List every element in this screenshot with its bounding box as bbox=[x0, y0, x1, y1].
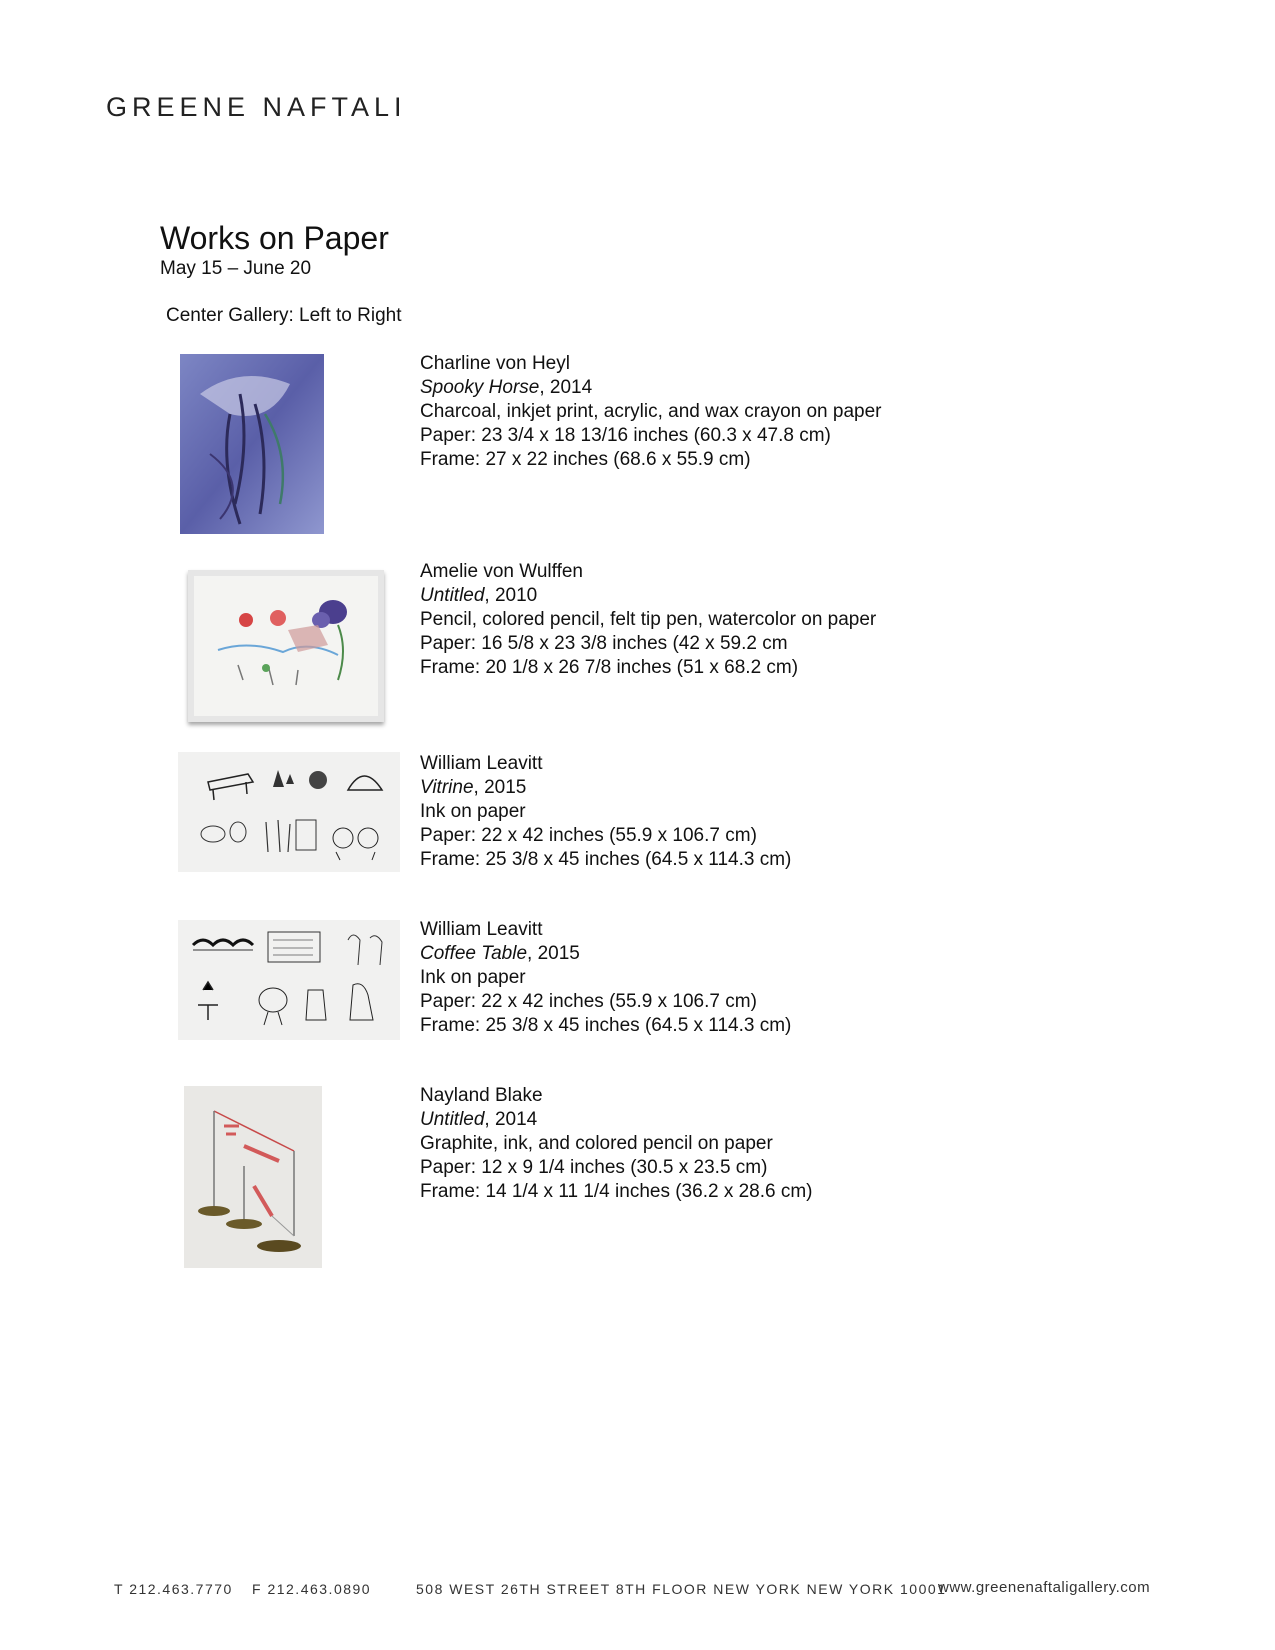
artwork-details bbox=[420, 352, 882, 472]
exhibition-dates: May 15 – June 20 bbox=[160, 258, 312, 279]
artwork-thumbnail bbox=[178, 752, 400, 872]
artwork-medium: Ink on paper bbox=[420, 801, 526, 822]
frame-dimensions: Frame: 25 3/8 x 45 inches (64.5 x 114.3 cm) bbox=[420, 849, 792, 870]
paper-dimensions: Paper: 12 x 9 1/4 inches (30.5 x 23.5 cm) bbox=[420, 1157, 768, 1178]
artwork-title: Spooky Horse bbox=[420, 377, 540, 398]
artist-name: William Leavitt bbox=[420, 919, 543, 940]
artwork-medium: Graphite, ink, and colored pencil on paper bbox=[420, 1133, 773, 1154]
artwork-title: Vitrine bbox=[420, 777, 474, 798]
gallery-section: Center Gallery: Left to Right bbox=[166, 305, 402, 326]
artwork-details bbox=[420, 918, 791, 1038]
artist-name: Charline von Heyl bbox=[420, 353, 570, 374]
artwork-title: Untitled bbox=[420, 1109, 485, 1130]
footer-phone: T 212.463.7770 bbox=[114, 1581, 233, 1597]
paper-dimensions: Paper: 22 x 42 inches (55.9 x 106.7 cm) bbox=[420, 991, 757, 1012]
artwork-thumbnail bbox=[180, 354, 324, 534]
artwork-year: , 2015 bbox=[473, 777, 527, 798]
artwork-details bbox=[420, 752, 791, 872]
artwork-details bbox=[420, 1084, 813, 1204]
artwork-thumbnail bbox=[184, 1086, 322, 1268]
paper-dimensions: Paper: 23 3/4 x 18 13/16 inches (60.3 x 47.8 cm) bbox=[420, 425, 831, 446]
footer-address: 508 WEST 26TH STREET 8TH FLOOR NEW YORK NEW YORK 10001 bbox=[416, 1581, 947, 1597]
footer-fax: F 212.463.0890 bbox=[252, 1581, 372, 1597]
artwork-year: , 2015 bbox=[527, 943, 580, 964]
paper-dimensions: Paper: 22 x 42 inches (55.9 x 106.7 cm) bbox=[420, 825, 757, 846]
artist-name: William Leavitt bbox=[420, 753, 543, 774]
artwork-medium: Pencil, colored pencil, felt tip pen, watercolor on paper bbox=[420, 609, 877, 630]
artwork-thumbnail bbox=[178, 920, 400, 1040]
frame-dimensions: Frame: 25 3/8 x 45 inches (64.5 x 114.3 cm) bbox=[420, 1015, 792, 1036]
artwork-year: , 2014 bbox=[484, 1109, 538, 1130]
artwork-title: Untitled bbox=[420, 585, 485, 606]
artwork-title: Coffee Table bbox=[420, 943, 528, 964]
gallery-logo: GREENE NAFTALI bbox=[106, 92, 407, 122]
artwork-medium: Ink on paper bbox=[420, 967, 526, 988]
artwork-thumbnail bbox=[188, 570, 384, 722]
paper-dimensions: Paper: 16 5/8 x 23 3/8 inches (42 x 59.2 cm bbox=[420, 633, 788, 654]
exhibition-title: Works on Paper bbox=[160, 220, 389, 256]
artwork-year: , 2010 bbox=[484, 585, 538, 606]
frame-dimensions: Frame: 27 x 22 inches (68.6 x 55.9 cm) bbox=[420, 449, 751, 470]
footer-website[interactable]: www.greenenaftaligallery.com bbox=[938, 1579, 1151, 1596]
artist-name: Amelie von Wulffen bbox=[420, 561, 583, 582]
frame-dimensions: Frame: 14 1/4 x 11 1/4 inches (36.2 x 28.6 cm) bbox=[420, 1181, 813, 1202]
artist-name: Nayland Blake bbox=[420, 1085, 543, 1106]
artwork-year: , 2014 bbox=[539, 377, 593, 398]
artwork-medium: Charcoal, inkjet print, acrylic, and wax crayon on paper bbox=[420, 401, 882, 422]
artwork-details bbox=[420, 560, 876, 680]
frame-dimensions: Frame: 20 1/8 x 26 7/8 inches (51 x 68.2 cm) bbox=[420, 657, 799, 678]
